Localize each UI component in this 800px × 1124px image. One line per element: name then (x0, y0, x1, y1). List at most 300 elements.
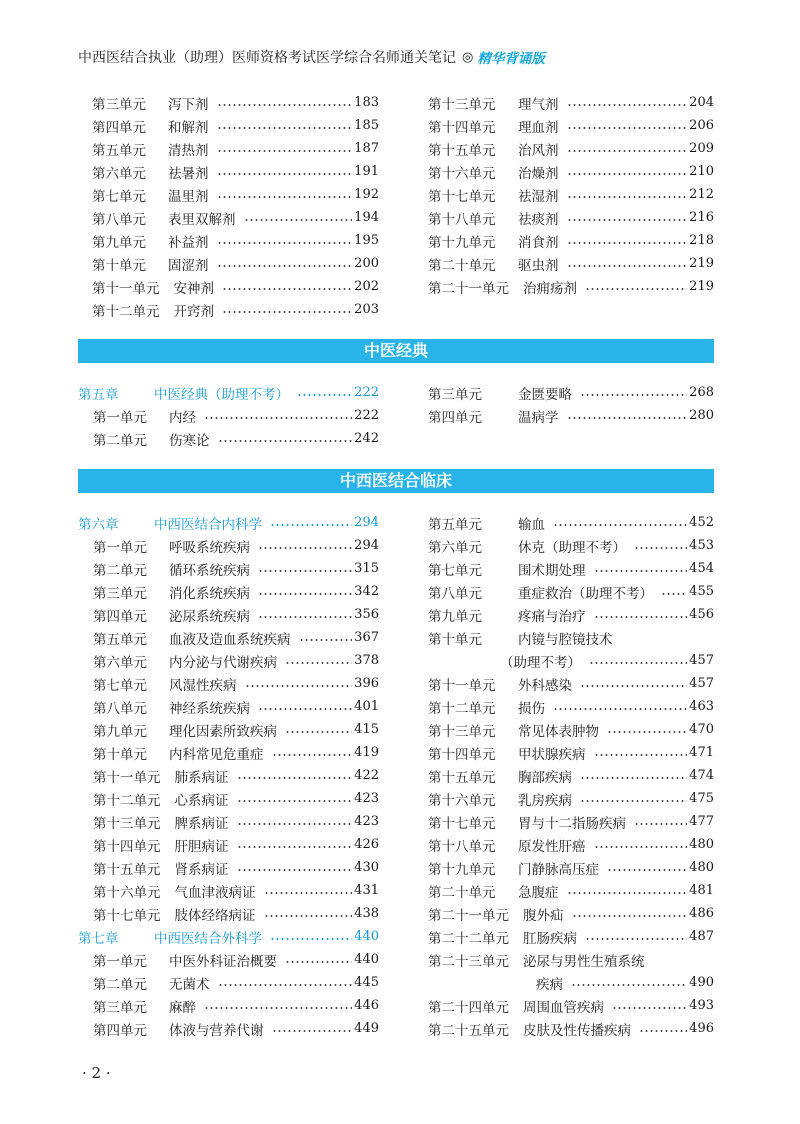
toc-page-number: 206 (689, 118, 714, 133)
toc-unit-label: 第十六单元 (93, 884, 161, 901)
toc-entry-title: 祛湿剂 (518, 188, 559, 205)
toc-entry (428, 994, 714, 1017)
dot-leader (567, 417, 688, 419)
toc-page-number: 453 (689, 538, 714, 553)
dot-leader (594, 570, 688, 572)
toc-unit-label: 第二十单元 (428, 884, 496, 901)
toc-unit-label: 第十二单元 (92, 303, 160, 320)
dot-leader (580, 685, 687, 687)
toc-unit-label: 第七单元 (428, 562, 482, 579)
toc-column-left (78, 381, 379, 450)
toc-entry (428, 879, 714, 902)
toc-entry-title: 驱虫剂 (518, 257, 559, 274)
toc-entry-title: 内分泌与代谢疾病 (169, 654, 277, 671)
toc-entry (428, 580, 714, 603)
toc-page-number: 440 (354, 952, 379, 967)
toc-page-number: 415 (354, 722, 379, 737)
toc-page-number: 294 (354, 515, 379, 530)
toc-entry (78, 810, 379, 833)
toc-entry (78, 741, 379, 764)
toc-page-number: 474 (689, 768, 714, 783)
toc-unit-label: 第七章 (78, 930, 119, 947)
toc-page-number: 445 (354, 975, 379, 990)
toc-entry (428, 137, 714, 160)
toc-entry (78, 580, 379, 603)
toc-entry-title: 甲状腺疾病 (518, 746, 586, 763)
toc-unit-label: 第十七单元 (428, 815, 496, 832)
dot-leader (567, 196, 688, 198)
toc-unit-label: 第五章 (78, 386, 119, 403)
toc-entry (78, 1017, 379, 1040)
toc-unit-label: 第十七单元 (428, 188, 496, 205)
toc-entry (78, 833, 379, 856)
toc-entry (92, 229, 379, 252)
toc-entry-title: 休克（助理不考） (518, 539, 626, 556)
dot-leader (585, 938, 687, 940)
dot-leader (237, 869, 353, 871)
dot-leader (567, 150, 688, 152)
toc-entry-title: 祛痰剂 (518, 211, 559, 228)
dot-leader (567, 127, 688, 129)
toc-entry (428, 948, 714, 971)
toc-entry (428, 275, 714, 298)
dot-leader (258, 547, 352, 549)
toc-page-number: 396 (354, 676, 379, 691)
toc-entry-title: 中医经典（助理不考） (154, 386, 289, 403)
toc-page-number: 342 (354, 584, 379, 599)
toc-entry-title: 内经 (169, 409, 196, 426)
toc-entry (78, 404, 379, 427)
toc-page-number: 315 (354, 561, 379, 576)
toc-entry-title: 祛暑剂 (168, 165, 209, 182)
toc-entry-title: 内镜与腔镜技术 (518, 631, 613, 648)
toc-page-number: 419 (354, 745, 379, 760)
toc-unit-label: 第十四单元 (428, 746, 496, 763)
toc-entry (428, 206, 714, 229)
dot-leader (594, 754, 688, 756)
section-banner-clinical: 中西医结合临床 (78, 469, 714, 493)
toc-entry-title: 周围血管疾病 (523, 999, 604, 1016)
toc-page-number: 268 (689, 385, 714, 400)
toc-entry-title: 围术期处理 (518, 562, 586, 579)
toc-unit-label: 第一单元 (93, 953, 147, 970)
toc-unit-label: 第十五单元 (428, 769, 496, 786)
dot-leader (567, 219, 688, 221)
toc-entry (92, 183, 379, 206)
toc-unit-label: 第六单元 (428, 539, 482, 556)
toc-page-number: 471 (689, 745, 714, 760)
dot-leader (299, 639, 353, 641)
dot-leader (567, 265, 688, 267)
toc-unit-label: 第十一单元 (93, 769, 161, 786)
dot-leader (594, 846, 688, 848)
toc-unit-label: 第二十三单元 (428, 953, 509, 970)
dot-leader (607, 731, 687, 733)
toc-page-number: 367 (354, 630, 379, 645)
toc-entry (78, 856, 379, 879)
toc-page-number: 222 (354, 408, 379, 423)
toc-page-number: 187 (354, 141, 379, 156)
toc-unit-label: 第二十四单元 (428, 999, 509, 1016)
dot-leader (639, 1030, 687, 1032)
toc-entry (78, 603, 379, 626)
dot-leader (580, 777, 687, 779)
toc-page-number: 430 (354, 860, 379, 875)
toc-page-number: 294 (354, 538, 379, 553)
toc-column-left (92, 91, 379, 321)
dot-leader (217, 265, 353, 267)
dot-leader (297, 394, 352, 396)
toc-entry (92, 137, 379, 160)
toc-entry (428, 1017, 714, 1040)
toc-entry-title: 神经系统疾病 (169, 700, 250, 717)
toc-page-number: 219 (689, 256, 714, 271)
toc-entry (428, 902, 714, 925)
toc-entry (428, 856, 714, 879)
separator-icon: ◎ (462, 49, 474, 65)
toc-entry-title: 消化系统疾病 (169, 585, 250, 602)
toc-entry-title: 麻醉 (169, 999, 196, 1016)
toc-page-number: 209 (689, 141, 714, 156)
toc-unit-label: 第十一单元 (428, 677, 496, 694)
dot-leader (237, 823, 353, 825)
toc-entry-continuation (428, 971, 714, 994)
dot-leader (567, 104, 688, 106)
dot-leader (589, 662, 687, 664)
toc-page-number: 185 (354, 118, 379, 133)
dot-leader (222, 311, 352, 313)
toc-unit-label: 第七单元 (92, 188, 146, 205)
toc-unit-label: 第六章 (78, 516, 119, 533)
toc-page-number: 210 (689, 164, 714, 179)
toc-entry-title: 治燥剂 (518, 165, 559, 182)
toc-entry-title: 气血津液病证 (174, 884, 256, 901)
toc-unit-label: 第八单元 (428, 585, 482, 602)
toc-entry-title: 外科感染 (518, 677, 572, 694)
dot-leader (567, 173, 688, 175)
toc-entry (428, 252, 714, 275)
toc-unit-label: 第十六单元 (428, 165, 496, 182)
toc-unit-label: 第二十单元 (428, 257, 496, 274)
dot-leader (217, 196, 353, 198)
toc-entry-continuation (428, 649, 714, 672)
toc-unit-label: 第二十二单元 (428, 930, 509, 947)
toc-page-number: 216 (689, 210, 714, 225)
toc-entry-title: 温病学 (518, 409, 559, 426)
toc-entry (428, 603, 714, 626)
toc-unit-label: 第六单元 (92, 165, 146, 182)
toc-unit-label: 第四单元 (428, 409, 482, 426)
toc-entry (78, 695, 379, 718)
toc-page-number: 422 (354, 768, 379, 783)
toc-unit-label: 第十三单元 (428, 723, 496, 740)
dot-leader (245, 685, 353, 687)
toc-entry (428, 511, 714, 534)
toc-entry (78, 764, 379, 787)
toc-entry (428, 833, 714, 856)
dot-leader (553, 708, 687, 710)
toc-entry (78, 649, 379, 672)
toc-page-number: 202 (354, 279, 379, 294)
toc-entry (92, 91, 379, 114)
toc-entry-title: 肺系病证 (174, 769, 229, 786)
dot-leader (580, 394, 687, 396)
toc-page-number: 203 (354, 302, 379, 317)
dot-leader (237, 777, 353, 779)
toc-entry-title: 无菌术 (169, 976, 210, 993)
toc-unit-label: 第八单元 (93, 700, 147, 717)
dot-leader (258, 593, 352, 595)
toc-entry (92, 206, 379, 229)
toc-entry-title: 清热剂 (168, 142, 209, 159)
toc-column-right (428, 511, 714, 1040)
dot-leader (285, 731, 352, 733)
toc-entry-title: 中西医结合外科学 (154, 930, 262, 947)
toc-chapter (78, 511, 379, 534)
toc-entry-title: 肾系病证 (174, 861, 229, 878)
section-banner-classics: 中医经典 (78, 339, 714, 363)
dot-leader (258, 616, 352, 618)
toc-entry (428, 810, 714, 833)
toc-unit-label: 第十三单元 (428, 96, 496, 113)
dot-leader (634, 823, 687, 825)
toc-entry-title: 固涩剂 (168, 257, 209, 274)
toc-page-number: 431 (354, 883, 379, 898)
toc-entry (92, 298, 379, 321)
toc-unit-label: 第六单元 (93, 654, 147, 671)
dot-leader (634, 547, 687, 549)
toc-entry-title: 乳房疾病 (518, 792, 572, 809)
toc-entry (428, 741, 714, 764)
dot-leader (285, 662, 352, 664)
toc-unit-label: 第十五单元 (428, 142, 496, 159)
toc-entry (92, 160, 379, 183)
toc-unit-label: 第十七单元 (93, 907, 161, 924)
dot-leader (567, 892, 688, 894)
toc-unit-label: 第二单元 (93, 562, 147, 579)
toc-unit-label: 第十四单元 (93, 838, 161, 855)
toc-entry (428, 534, 714, 557)
toc-entry (78, 534, 379, 557)
toc-page-number: 480 (689, 837, 714, 852)
page-number: · 2 · (82, 1064, 111, 1082)
toc-entry (92, 252, 379, 275)
toc-unit-label: 第二单元 (93, 432, 147, 449)
dot-leader (572, 915, 688, 917)
toc-entry-title: 肛肠疾病 (523, 930, 577, 947)
toc-unit-label: 第二单元 (93, 976, 147, 993)
dot-leader (217, 104, 353, 106)
toc-unit-label: 第十八单元 (428, 838, 496, 855)
toc-entry-title: 温里剂 (168, 188, 209, 205)
toc-page-number: 457 (689, 676, 714, 691)
toc-page-number: 463 (689, 699, 714, 714)
toc-entry-title: 泌尿与男性生殖系统 (523, 953, 645, 970)
toc-column-right (428, 381, 714, 427)
toc-entry (92, 275, 379, 298)
toc-entry-title: 体液与营养代谢 (169, 1022, 264, 1039)
toc-entry-title: 急腹症 (518, 884, 559, 901)
toc-page-number: 378 (354, 653, 379, 668)
dot-leader (222, 288, 352, 290)
toc-entry (78, 971, 379, 994)
toc-page-number: 192 (354, 187, 379, 202)
toc-entry (78, 879, 379, 902)
toc-entry (428, 672, 714, 695)
dot-leader (218, 440, 353, 442)
toc-page-number: 212 (689, 187, 714, 202)
toc-unit-label: 第二十一单元 (428, 907, 509, 924)
dot-leader (218, 984, 353, 986)
dot-leader (285, 961, 352, 963)
toc-unit-label: 第九单元 (428, 608, 482, 625)
dot-leader (217, 242, 353, 244)
toc-page-number: 356 (354, 607, 379, 622)
dot-leader (553, 524, 687, 526)
toc-unit-label: 第四单元 (93, 608, 147, 625)
toc-entry (78, 557, 379, 580)
toc-entry (78, 787, 379, 810)
dot-leader (585, 288, 687, 290)
toc-entry-title: 理气剂 (518, 96, 559, 113)
toc-unit-label: 第八单元 (92, 211, 146, 228)
dot-leader (270, 938, 352, 940)
toc-page-number: 423 (354, 791, 379, 806)
toc-unit-label: 第十单元 (93, 746, 147, 763)
toc-entry (428, 381, 714, 404)
toc-entry-title: 常见体表肿物 (518, 723, 599, 740)
toc-page-number: 423 (354, 814, 379, 829)
toc-entry-title: 理化因素所致疾病 (169, 723, 277, 740)
toc-unit-label: 第四单元 (92, 119, 146, 136)
toc-entry-title: 肝胆病证 (174, 838, 229, 855)
toc-unit-label: 第九单元 (93, 723, 147, 740)
toc-entry-title: 血液及造血系统疾病 (169, 631, 291, 648)
dot-leader (204, 417, 352, 419)
toc-unit-label: 第五单元 (92, 142, 146, 159)
edition-label: 精华背诵版 (477, 51, 545, 67)
toc-unit-label: 第十六单元 (428, 792, 496, 809)
toc-unit-label: 第十四单元 (428, 119, 496, 136)
dot-leader (272, 754, 353, 756)
toc-entry-title: 治风剂 (518, 142, 559, 159)
toc-unit-label: 第十九单元 (428, 234, 496, 251)
toc-entry (428, 557, 714, 580)
toc-entry (78, 948, 379, 971)
toc-entry-title: 循环系统疾病 (169, 562, 250, 579)
toc-entry-title: 伤寒论 (169, 432, 210, 449)
toc-entry (428, 229, 714, 252)
dot-leader (607, 869, 687, 871)
toc-page-number: 222 (354, 385, 379, 400)
toc-unit-label: 第一单元 (93, 409, 147, 426)
dot-leader (237, 800, 353, 802)
toc-entry-title: 表里双解剂 (168, 211, 236, 228)
toc-entry (428, 695, 714, 718)
toc-entry-title: 腹外疝 (523, 907, 564, 924)
toc-entry (428, 91, 714, 114)
toc-page-number: 490 (689, 975, 714, 990)
dot-leader (270, 524, 352, 526)
toc-page-number: 456 (689, 607, 714, 622)
toc-entry-title: 胃与十二指肠疾病 (518, 815, 626, 832)
toc-entry-title: 泌尿系统疾病 (169, 608, 250, 625)
toc-entry (428, 718, 714, 741)
toc-page-number: 457 (689, 653, 714, 668)
toc-entry-title: 中西医结合内科学 (154, 516, 262, 533)
toc-unit-label: 第十八单元 (428, 211, 496, 228)
toc-entry-title: 呼吸系统疾病 (169, 539, 250, 556)
toc-page-number: 446 (354, 998, 379, 1013)
dot-leader (264, 892, 353, 894)
toc-entry (78, 718, 379, 741)
dot-leader (272, 1030, 353, 1032)
toc-unit-label: 第十二单元 (93, 792, 161, 809)
toc-unit-label: 第三单元 (93, 585, 147, 602)
toc-page-number: 440 (354, 929, 379, 944)
toc-page-number: 493 (689, 998, 714, 1013)
toc-entry-title: 脾系病证 (174, 815, 229, 832)
toc-entry (428, 114, 714, 137)
dot-leader (217, 150, 353, 152)
toc-unit-label: 第十五单元 (93, 861, 161, 878)
toc-entry-title: 疾病 (536, 976, 563, 993)
toc-entry-title: 心系病证 (174, 792, 229, 809)
toc-page-number: 477 (689, 814, 714, 829)
toc-entry-title: 消食剂 (518, 234, 559, 251)
toc-entry-title: 理血剂 (518, 119, 559, 136)
toc-page-number: 449 (354, 1021, 379, 1036)
toc-page-number: 183 (354, 95, 379, 110)
dot-leader (244, 219, 353, 221)
toc-entry-title: 疼痛与治疗 (518, 608, 586, 625)
toc-page-number: 470 (689, 722, 714, 737)
toc-entry (428, 787, 714, 810)
toc-chapter (78, 381, 379, 404)
toc-entry (78, 902, 379, 925)
toc-unit-label: 第十一单元 (92, 280, 160, 297)
toc-entry (78, 626, 379, 649)
toc-entry (78, 427, 379, 450)
toc-column-left (78, 511, 379, 1040)
dot-leader (237, 846, 353, 848)
toc-page-number: 218 (689, 233, 714, 248)
dot-leader (571, 984, 687, 986)
toc-entry (78, 672, 379, 695)
toc-entry-title: 治痈疡剂 (523, 280, 577, 297)
toc-entry-title: 重症救治（助理不考） (518, 585, 653, 602)
toc-entry-title: 门静脉高压症 (518, 861, 599, 878)
toc-page-number: 401 (354, 699, 379, 714)
toc-entry-title: 内科常见危重症 (169, 746, 264, 763)
toc-page-number: 487 (689, 929, 714, 944)
toc-entry-title: 中医外科证治概要 (169, 953, 277, 970)
toc-unit-label: 第一单元 (93, 539, 147, 556)
toc-page-number: 191 (354, 164, 379, 179)
toc-unit-label: 第三单元 (93, 999, 147, 1016)
toc-unit-label: 第二十一单元 (428, 280, 509, 297)
toc-entry (428, 925, 714, 948)
toc-page-number: 475 (689, 791, 714, 806)
toc-entry-title: 和解剂 (168, 119, 209, 136)
toc-page-number: 454 (689, 561, 714, 576)
toc-entry-title: 泻下剂 (168, 96, 209, 113)
toc-entry (428, 183, 714, 206)
toc-page-number: 455 (689, 584, 714, 599)
toc-entry-title: 损伤 (518, 700, 545, 717)
toc-page-number: 486 (689, 906, 714, 921)
toc-unit-label: 第十三单元 (93, 815, 161, 832)
